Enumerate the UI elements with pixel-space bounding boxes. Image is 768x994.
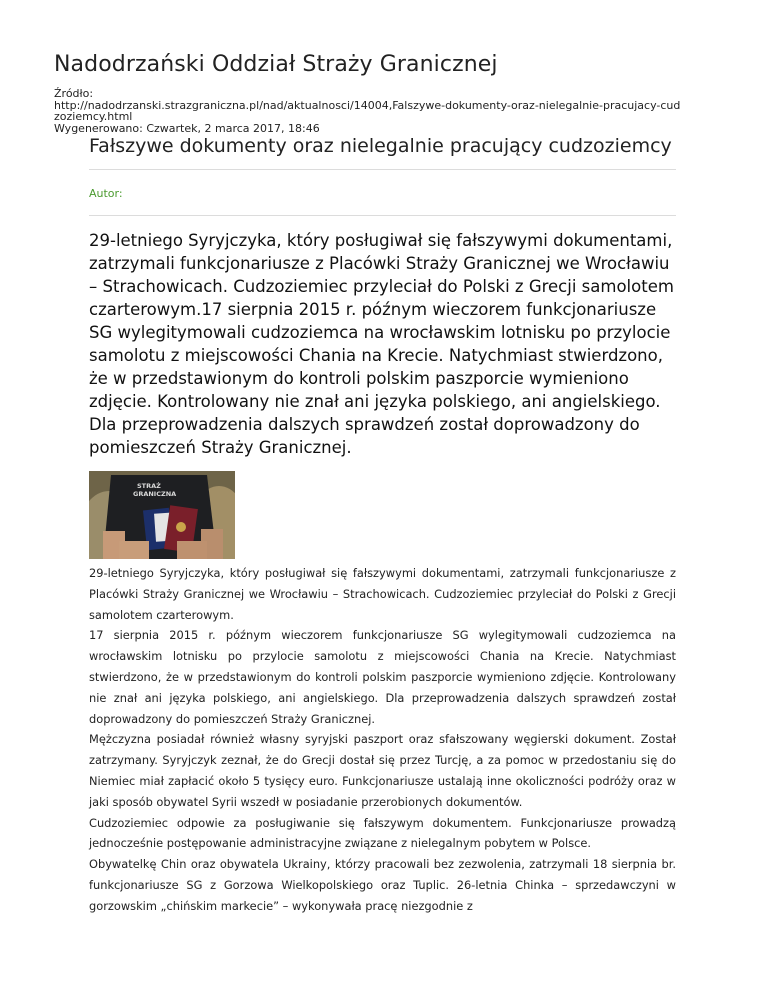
photo-illustration	[89, 471, 235, 559]
shirt-text-line1: STRAŻ	[137, 482, 161, 490]
generated-date: Wygenerowano: Czwartek, 2 marca 2017, 18:46	[54, 121, 320, 135]
source-label: Źródło:	[54, 87, 94, 100]
site-title: Nadodrzański Oddział Straży Granicznej	[54, 52, 498, 77]
divider	[89, 215, 676, 216]
paragraph: 17 sierpnia 2015 r. późnym wieczorem funkcjonariusze SG wylegitymowali cudzoziemca na wrocławskim lotnisku po przylocie samolotu z miejscowości Chania na Krecie. Natychmiast stwierdzono, że w przedstawionym do kontroli polskim paszporcie wymieniono zdjęcie. Kontrolowany nie znał ani języka polskiego, ani angielskiego. Dla przeprowadzenia dalszych sprawdzeń został doprowadzony do pomieszczeń Straży Granicznej.	[89, 628, 676, 726]
paragraph: Obywatelkę Chin oraz obywatela Ukrainy, którzy pracowali bez zezwolenia, zatrzymali 18 sierpnia br. funkcjonariusze SG z Gorzowa Wielkopolskiego oraz Tuplic. 26-letnia Chinka – sprzedawczyni w gorzowskim „chińskim markecie” – wykonywała pracę niezgodnie z	[89, 857, 676, 913]
article-lead: 29-letniego Syryjczyka, który posługiwał się fałszywymi dokumentami, zatrzymali funkcjonariusze z Placówki Straży Granicznej we Wrocławiu – Strachowicach. Cudzoziemiec przyleciał do Polski z Grecji samolotem czarterowym.17 sierpnia 2015 r. późnym wieczorem funkcjonariusze SG wylegitymowali cudzoziemca na wrocławskim lotnisku po przylocie samolotu z miejscowości Chania na Krecie. Natychmiast stwierdzono, że w przedstawionym do kontroli polskim paszporcie wymieniono zdjęcie. Kontrolowany nie znał ani języka polskiego, ani angielskiego. Dla przeprowadzenia dalszych sprawdzeń został doprowadzony do pomieszczeń Straży Granicznej.	[89, 231, 674, 457]
document-meta	[54, 88, 724, 134]
divider	[89, 169, 676, 170]
source-url[interactable]: http://nadodrzanski.strazgraniczna.pl/nad/aktualnosci/14004,Falszywe-dokumenty-oraz-nielegalnie-pracujacy-cud	[54, 98, 681, 112]
source-url-continued[interactable]: zoziemcy.html	[54, 110, 133, 123]
article-title: Fałszywe dokumenty oraz nielegalnie pracujący cudzoziemcy	[89, 135, 672, 157]
paragraph: Cudzoziemiec odpowie za posługiwanie się fałszywym dokumentem. Funkcjonariusze prowadzą jednocześnie postępowanie administracyjne związane z nielegalnym pobytem w Polsce.	[89, 815, 676, 851]
article	[89, 134, 676, 917]
article-photo	[89, 471, 235, 559]
author-label: Autor:	[89, 187, 123, 200]
paragraph: 29-letniego Syryjczyka, który posługiwał się fałszywymi dokumentami, zatrzymali funkcjonariusze z Placówki Straży Granicznej we Wrocławiu – Strachowicach. Cudzoziemiec przyleciał do Polski z Grecji samolotem czarterowym.	[89, 566, 676, 622]
paragraph: Mężczyzna posiadał również własny syryjski paszport oraz sfałszowany węgierski dokument. Został zatrzymany. Syryjczyk zeznał, że do Grecji dostał się przez Turcję, a za pomoc w przedostaniu się do Niemiec miał zapłacić około 5 tysięcy euro. Funkcjonariusze ustalają inne okoliczności podróży oraz w jaki sposób obywatel Syrii wszedł w posiadanie przerobionych dokumentów.	[89, 732, 676, 809]
shirt-text-line2: GRANICZNA	[133, 490, 177, 498]
article-body	[89, 563, 676, 917]
